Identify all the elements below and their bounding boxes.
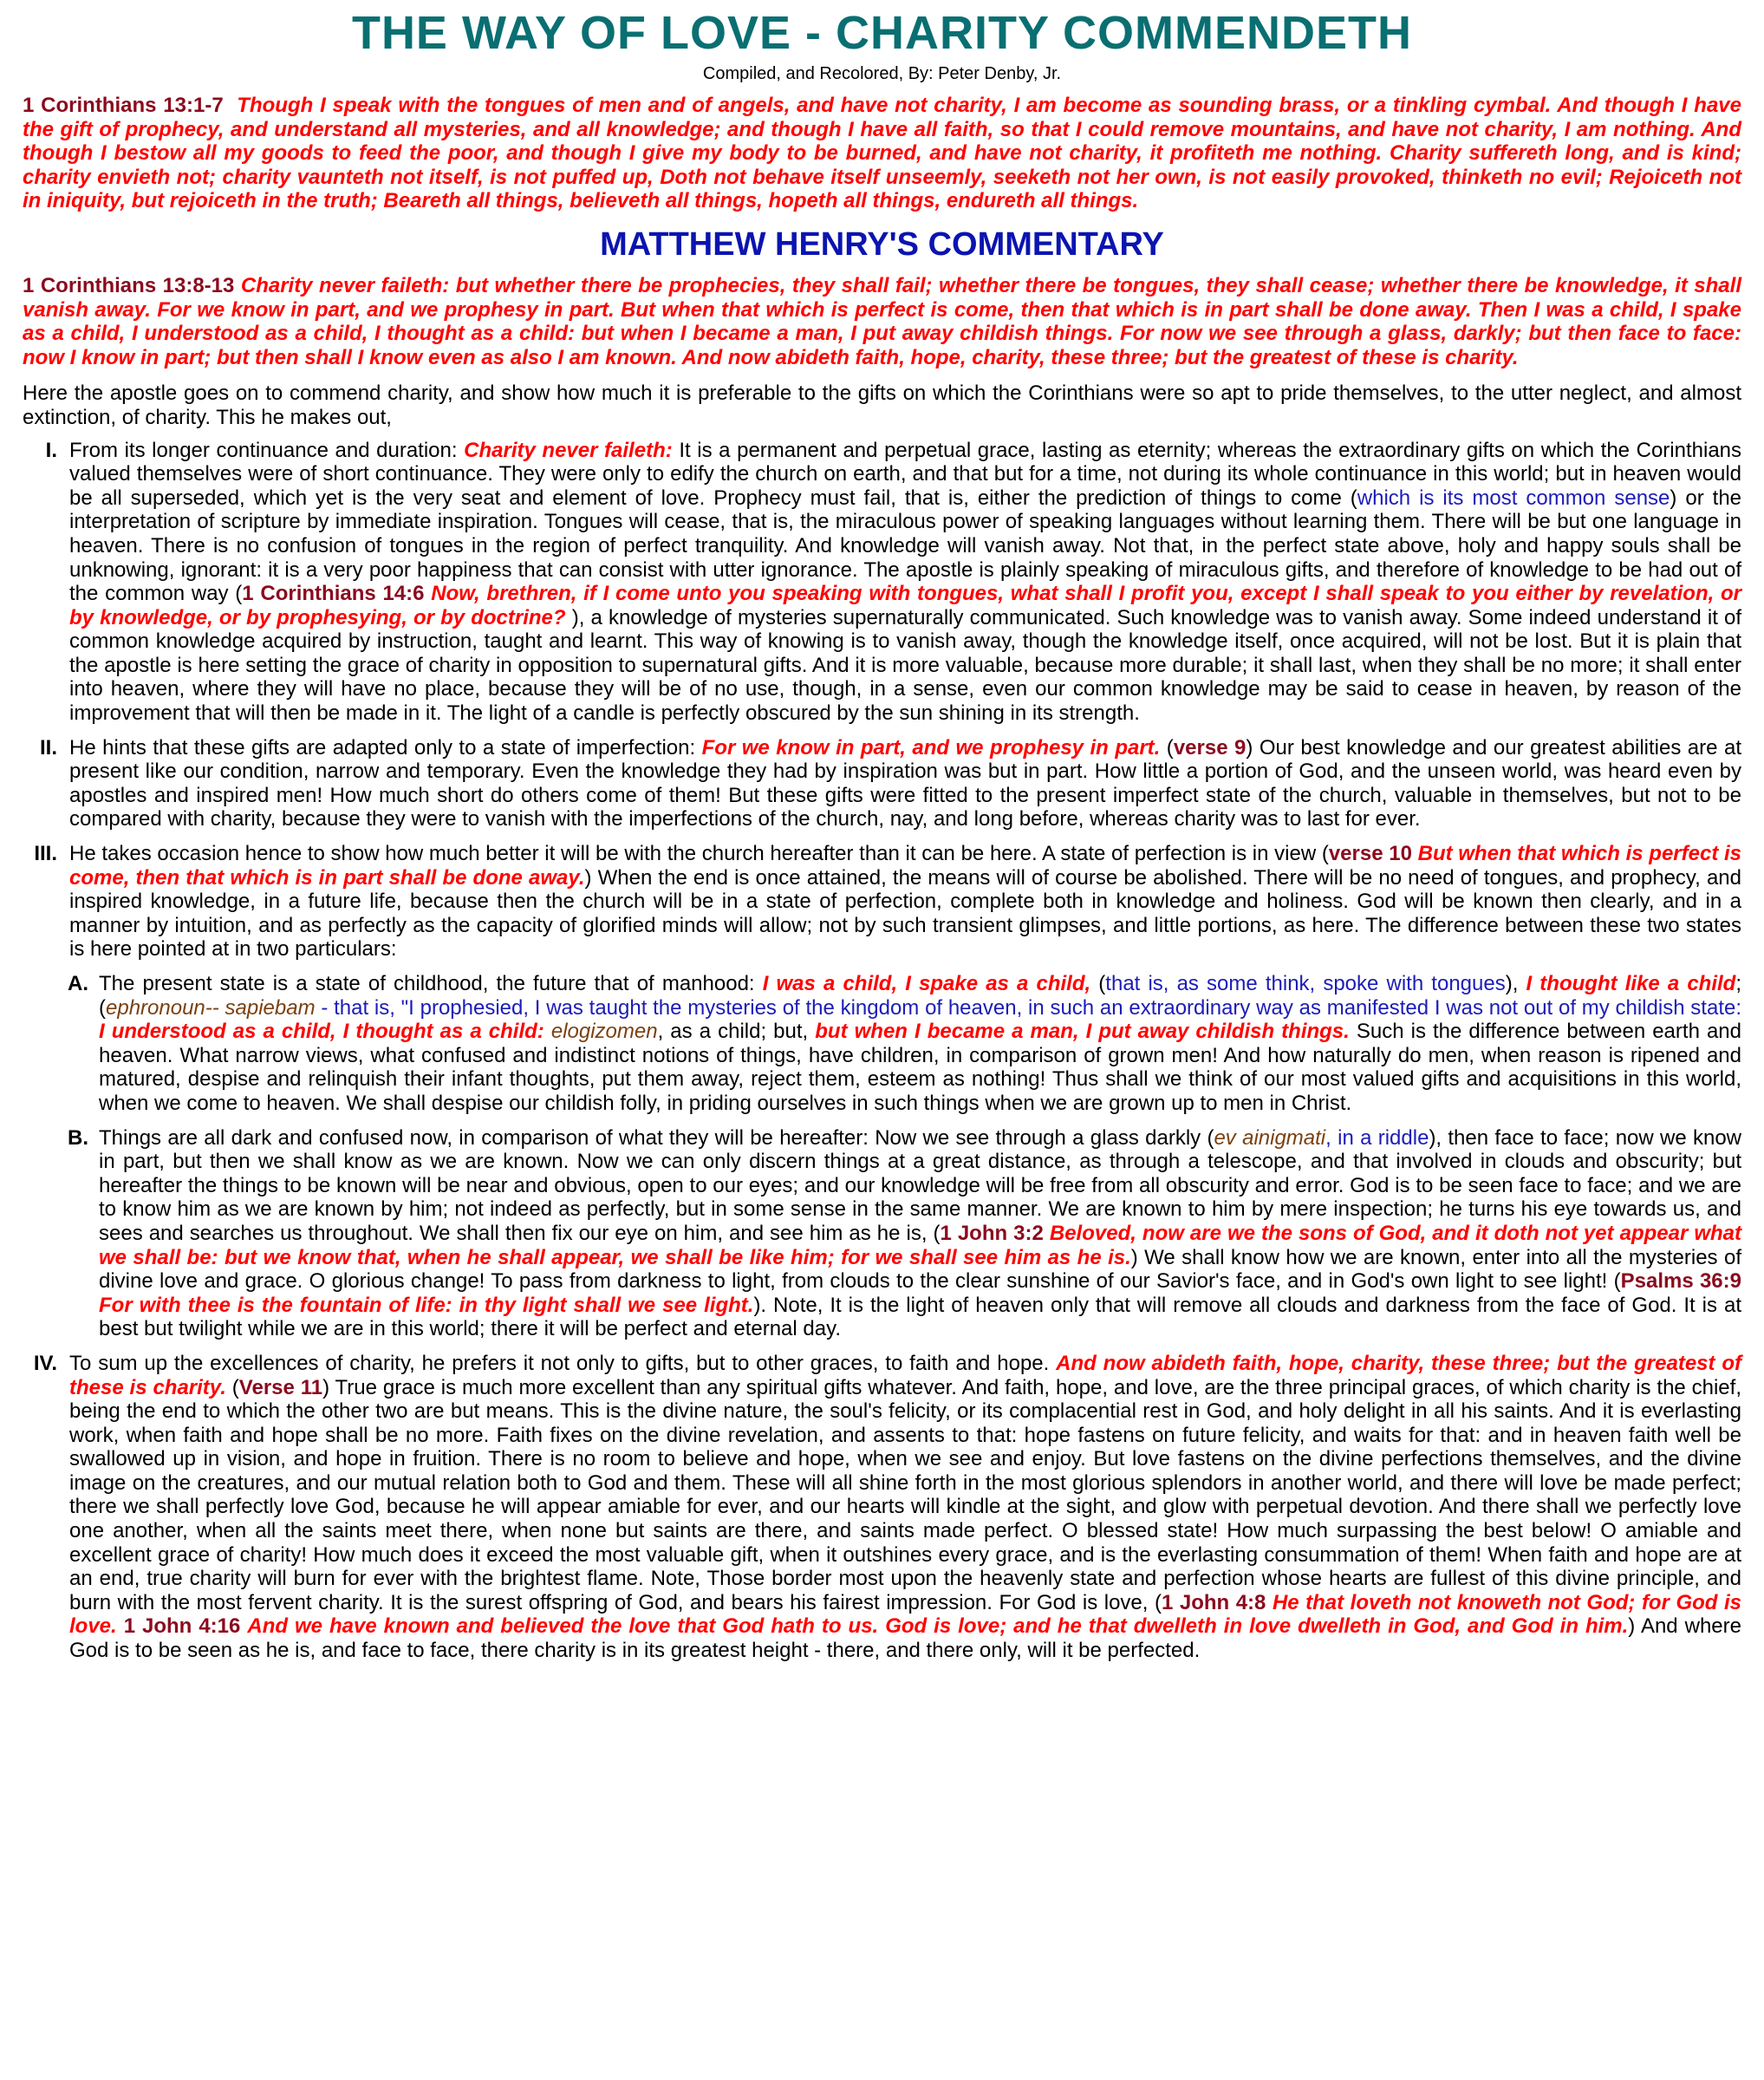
main-passage [23,274,1741,369]
scripture-reference: 1 Corinthians 13:8-13 [23,273,235,297]
point-ii [23,736,1741,831]
list-marker: A. [68,972,88,995]
intro-paragraph: Here the apostle goes on to commend charity, and show how much it is preferable to the gifts on which the Corinthians were so apt to pride themselves, to the utter neglect, and almost extinction, of charity. This he makes out, [23,381,1741,429]
subpoint-a [62,972,1741,1116]
scripture-text: Charity never faileth: but whether there be prophecies, they shall fail; whether there be tongues, they shall cease; whether there be knowledge, it shall vanish away. For we know in part, and we prophesy in part. But when that which is perfect is come, then that which is in part shall be done away. Then I was a child, I spake as a child, I understood as a child, I thought as a child: but when I became a man, I put away childish things. For now we see through a glass, darkly; but then face to face: now I know in part; but then shall I know even as also I am known. And now abideth faith, hope, charity, these three; but the greatest of these is charity. [23,273,1741,369]
blue-note: , in a riddle [1325,1125,1429,1150]
scripture-quote: but when I became a man, I put away childish things. [815,1020,1350,1044]
greek-term: ephronoun-- sapiebam [106,995,316,1020]
list-marker: I. [45,438,57,462]
scripture-quote: I was a child, I spake as a child, [762,972,1091,995]
point-content: To sum up the excellences of charity, he prefers it not only to gifts, but to other graces, to faith and hope. And now abideth faith, hope, charity, these three; but the greatest of these is charity. (Verse 11) True grace is much more excellent than any spiritual gifts whatever. And faith, hope, and love, are the three principal graces, of which charity is the chief, being the end to which the other two are but means. This is the divine nature, the soul's felicity, or its complacential rest in God, and holy delight in all his saints. And it is everlasting work, when faith and hope shall be no more. Faith fixes on the divine revelation, and assents to that: hope fastens on future felicity, and waits for that: and in heaven faith well be swallowed up in vision, and hope in fruition. There is no room to believe and hope, when we see and enjoy. But love fastens on the divine perfections themselves, and the divine image on the creatures, and our mutual relation both to God and them. These will all shine forth in the most glorious splendors in another world, and there will love be made perfect; there we shall perfectly love God, because he will appear amiable for ever, and our hearts will kindle at the sight, and glow with perpetual devotion. And there shall we perfectly love one another, when all the saints meet there, when none but saints are there, and saints made perfect. O blessed state! How much surpassing the best below! O amiable and excellent grace of charity! How much does it exceed the most valuable gift, when it outshines every grace, and is the everlasting consummation of them! When faith and hope are at an end, true charity will burn for ever with the brightest flame. Note, Those border most upon the heavenly state and perfection whose hearts are fullest of this divine principle, and burn with the most fervent charity. It is the surest offspring of God, and bears his fairest impression. For God is love, (1 John 4:8 He that loveth not knoweth not God; for God is love. 1 John 4:16 And we have known and believed the love that God hath to us. God is love; and he that dwelleth in love dwelleth in God, and God in him.) And where God is to be seen as he is, and face to face, there charity is in its greatest height - there, and there only, will it be perfected. [69,1351,1742,1663]
list-marker: II. [39,735,57,760]
scripture-quote: For with thee is the fountain of life: in thy light shall we see light. [99,1293,754,1317]
list-marker: B. [68,1125,88,1150]
subpoint-content: The present state is a state of childhood, the future that of manhood: I was a child, I spake as a child, (that is, as some think, spoke with tongues), I thought like a child; (ephronoun-- sapiebam - that is, "I prophesied, I was taught the mysteries of the kingdom of heaven, in such an extraordinary way as manifested I was not out of my childish state: I understood as a child, I thought as a child: elogizomen, as a child; but, but when I became a man, I put away childish things. Such is the difference between earth and heaven. What narrow views, what confused and indistinct notions of things, have children, in comparison of grown men! And how naturally do men, when reason is ripened and matured, despise and relinquish their infant thoughts, put them away, reject them, esteem as nothing! Thus shall we think of our most valued gifts and acquisitions in this world, when we come to heaven. We shall despise our childish folly, in priding ourselves in such things when we are grown up to men in Christ. [99,972,1742,1115]
scripture-quote: Beloved, now are we the sons of God, and it doth not yet appear what we shall be: but we know that, when he shall appear, we shall be like him; for we shall see him as he is. [99,1221,1742,1269]
scripture-reference: 1 Corinthians 13:1-7 [23,94,224,117]
scripture-quote: I understood as a child, I thought as a child: [99,1020,544,1044]
subpoint-content: Things are all dark and confused now, in comparison of what they will be hereafter: Now we see through a glass darkly (ev ainigmati, in a riddle), then face to face; now we know in part, but then we shall know as we are known. Now we can only discern things at a great distance, as through a telescope, and that involved in clouds and obscurity; but hereafter the things to be known will be near and obvious, open to our eyes; and our knowledge will be free from all obscurity and error. God is to be seen face to face; and we are to know him as we are known by him; not indeed as perfectly, but in some sense in the same manner. We are known to him by mere inspection; he turns his eye towards us, and sees and searches us throughout. We shall then fix our eye on him, and see him as he is, (1 John 3:2 Beloved, now are we the sons of God, and it doth not yet appear what we shall be: but we know that, when he shall appear, we shall be like him; for we shall see him as he is.) We shall know how we are known, enter into all the mysteries of divine love and grace. O glorious change! To pass from darkness to light, from clouds to the clear sunshine of our Savior's face, and in God's own light to see light! (Psalms 36:9 For with thee is the fountain of life: in thy light shall we see light.). Note, It is the light of heaven only that will remove all clouds and darkness from the face of God. It is at best but twilight while we are in this world; there it will be perfect and eternal day. [99,1125,1742,1341]
scripture-quote: And we have known and believed the love that God hath to us. God is love; and he that dwelleth in love dwelleth in God, and God in him. [247,1614,1629,1639]
scripture-quote: And now abideth faith, hope, charity, these three; but the greatest of these is charity. [69,1351,1742,1399]
greek-term: ev ainigmati [1214,1125,1326,1150]
scripture-reference: 1 John 4:16 [123,1614,241,1639]
scripture-reference: 1 John 3:2 [940,1221,1044,1245]
blue-note: - that is, "I prophesied, I was taught the mysteries of the kingdom of heaven, in such an extraordinary way as manifested I was not out of my childish state: [315,995,1742,1020]
scripture-text: Though I speak with the tongues of men and of angels, and have not charity, I am become as sounding brass, or a tinkling cymbal. And though I have the gift of prophecy, and understand all mysteries, and all knowledge; and though I have all faith, so that I could remove mountains, and have not charity, I am nothing. And though I bestow all my goods to feed the poor, and though I give my body to be burned, and have not charity, it profiteth me nothing. Charity suffereth long, and is kind; charity envieth not; charity vaunteth not itself, is not puffed up, Doth not behave itself unseemly, seeketh not her own, is not easily provoked, thinketh no evil; Rejoiceth not in iniquity, but rejoiceth in the truth; Beareth all things, believeth all things, hopeth all things, endureth all things. [23,94,1741,213]
blue-note: that is, as some think, spoke with tongues [1105,972,1506,995]
point-i [23,439,1741,726]
scripture-reference: Psalms 36:9 [1620,1269,1741,1294]
scripture-reference: Verse 11 [238,1375,323,1399]
scripture-reference: 1 John 4:8 [1161,1590,1266,1614]
point-content: From its longer continuance and duration: Charity never faileth: It is a permanent and perpetual grace, lasting as eternity; whereas the extraordinary gifts on which the Corinthians valued themselves were of short continuance. They were only to edify the church on earth, and that but for a time, not during its whole continuance in this world; but in heaven would be all superseded, which yet is the very seat and element of love. Prophecy must fail, that is, either the prediction of things to come (which is its most common sense) or the interpretation of scripture by immediate inspiration. Tongues will cease, that is, the miraculous power of speaking languages without learning them. There will be but one language in heaven. There is no confusion of tongues in the region of perfect tranquility. And knowledge will vanish away. Not that, in the perfect state above, holy and happy souls shall be unknowing, ignorant: it is a very poor happiness that can consist with utter ignorance. The apostle is plainly speaking of miraculous gifts, and therefore of knowledge to be had out of the common way (1 Corinthians 14:6 Now, brethren, if I come unto you speaking with tongues, what shall I profit you, except I shall speak to you either by revelation, or by knowledge, or by prophesying, or by doctrine? ), a knowledge of mysteries supernaturally communicated. Such knowledge was to vanish away. Some indeed understand it of common knowledge acquired by instruction, taught and learnt. This way of knowing is to vanish away, though the knowledge itself, once acquired, will not be lost. But it is plain that the apostle is here setting the grace of charity in opposition to supernatural gifts. And it is more valuable, because more durable; it shall last, when they shall be no more; it shall enter into heaven, where they will have no place, because they will be of no use, though, in a sense, even our common knowledge may be said to cease in heaven, by reason of the improvement that will then be made in it. The light of a candle is perfectly obscured by the sun shining in its strength. [69,438,1742,726]
greek-term: elogizomen [544,1020,658,1044]
blue-note: which is its most common sense [1357,486,1670,510]
point-iv [23,1352,1741,1663]
compiler-credit: Compiled, and Recolored, By: Peter Denby, Jr. [702,64,1062,83]
scripture-quote: Now, brethren, if I come unto you speaking with tongues, what shall I profit you, except I shall speak to you either by revelation, or by knowledge, or by prophesying, or by doctrine? [69,582,1742,629]
scripture-quote: But when that which is perfect is come, then that which is in part shall be done away. [69,842,1742,890]
scripture-quote: Charity never faileth: [464,438,673,462]
scripture-quote: For we know in part, and we prophesy in part. [701,735,1161,760]
scripture-reference: 1 Corinthians 14:6 [242,582,425,606]
point-content: He takes occasion hence to show how much better it will be with the church hereafter than it can be here. A state of perfection is in view (verse 10 But when that which is perfect is come, then that which is in part shall be done away.) When the end is once attained, the means will of course be abolished. There will be no need of tongues, and prophecy, and inspired knowledge, in a future life, because then the church will be in a state of perfection, complete both in knowledge and holiness. God will be known then clearly, and in a manner by intuition, and as perfectly as the capacity of glorified minds will allow; not by such transient glimpses, and little portions, as here. The difference between these two states is here pointed at in two particulars: [69,842,1742,962]
scripture-quote: I thought like a child [1526,972,1736,995]
subpoint-b [62,1126,1741,1341]
point-content: He hints that these gifts are adapted only to a state of imperfection: For we know in part, and we prophesy in part. (verse 9) Our best knowledge and our greatest abilities are at present like our condition, narrow and temporary. Even the knowledge they had by inspiration was but in part. How little a portion of God, and the unseen world, was heard even by apostles and inspired men! How much short do others come of them! But these gifts were fitted to the present imperfect state of the church, valuable in themselves, but not to be compared with charity, because they were to vanish with the imperfections of the church, nay, and long before, whereas charity was to last for ever. [69,735,1741,831]
scripture-quote: He that loveth not knoweth not God; for God is love. [69,1590,1742,1639]
point-iii [23,842,1741,962]
scripture-reference: verse 9 [1173,735,1247,760]
list-marker: IV. [33,1351,57,1375]
scripture-reference: verse 10 [1328,842,1412,866]
list-marker: III. [34,842,57,866]
opening-passage [23,94,1741,213]
commentary-heading: MATTHEW HENRY'S COMMENTARY [600,225,1164,263]
page-title: THE WAY OF LOVE - CHARITY COMMENDETH [351,7,1413,59]
